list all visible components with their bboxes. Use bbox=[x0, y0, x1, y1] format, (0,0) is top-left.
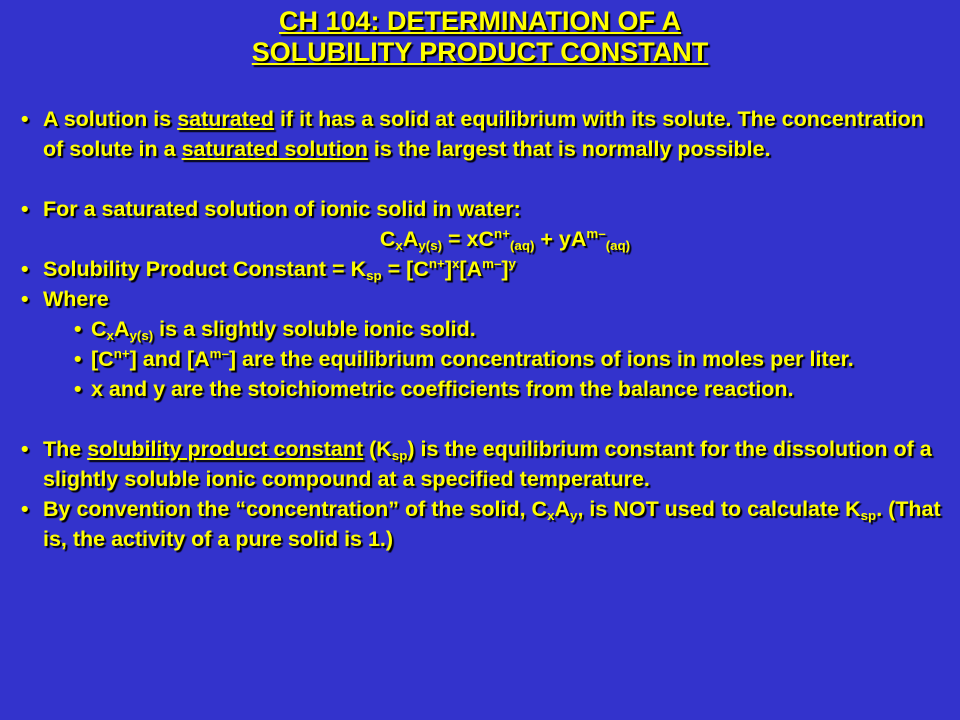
bullet-marker: • bbox=[21, 197, 29, 221]
sub-bullet-marker: • bbox=[74, 347, 82, 371]
bullet-marker: • bbox=[21, 257, 29, 281]
spacer bbox=[0, 164, 960, 194]
bullet-ksp-expression: • Solubility Product Constant = $K_{sp} = [C^{n+}]^x[A^{m-}]^y$ bbox=[21, 256, 516, 283]
sub-bullet-marker: • bbox=[74, 317, 82, 341]
sub-bullet-concentrations: • $[C^{n+}]$ and $[A^{m-}]$ are the equilibrium concentrations of ions in moles per liter. bbox=[91, 344, 946, 374]
bullet-solid-convention: • By convention the “concentration” of the solid, $C_xA_y$, is NOT used to calculate $K_{sp}$. (That is, the activity of a pure solid is 1.) bbox=[43, 494, 946, 554]
bullet-marker: • bbox=[21, 497, 29, 521]
bullet-where: • Where bbox=[43, 284, 946, 314]
slide-title bbox=[0, 6, 960, 68]
sub-bullet-ionic-solid: • $C_xA_{y(s)}$ is a slightly soluble ionic solid. bbox=[91, 314, 946, 344]
term-saturated: saturated bbox=[177, 107, 274, 131]
bullet-saturated-ionic-solution: • For a saturated solution of ionic solid in water: bbox=[43, 194, 946, 224]
bullet-ksp-definition: • The solubility product constant $(K_{sp})$ is the equilibrium constant for the dissolution of a slightly soluble ionic compound at a specified temperature. bbox=[43, 434, 946, 494]
sub-bullet-marker: • bbox=[74, 377, 82, 401]
bullet-saturated-definition: • A solution is saturated if it has a solid at equilibrium with its solute. The concentration of solute in a saturated solution is the largest that is normally possible. bbox=[43, 104, 946, 164]
title-line-2: SOLUBILITY PRODUCT CONSTANT bbox=[251, 37, 709, 67]
spacer bbox=[0, 404, 960, 434]
term-solubility-product-constant: solubility product constant bbox=[87, 437, 364, 461]
dissolution-equation: $C_xA_{y(s)} = xC^{n+}_{(aq)} + yA^{m-}_{(aq)}$ bbox=[379, 226, 631, 253]
term-saturated-solution: saturated solution bbox=[181, 137, 368, 161]
bullet-marker: • bbox=[21, 437, 29, 461]
sub-bullet-coefficients: • x and y are the stoichiometric coefficients from the balance reaction. bbox=[91, 374, 946, 404]
title-line-1: CH 104: DETERMINATION OF A bbox=[278, 6, 682, 36]
bullet-marker: • bbox=[21, 287, 29, 311]
bullet-marker: • bbox=[21, 107, 29, 131]
slide-body bbox=[0, 104, 960, 554]
